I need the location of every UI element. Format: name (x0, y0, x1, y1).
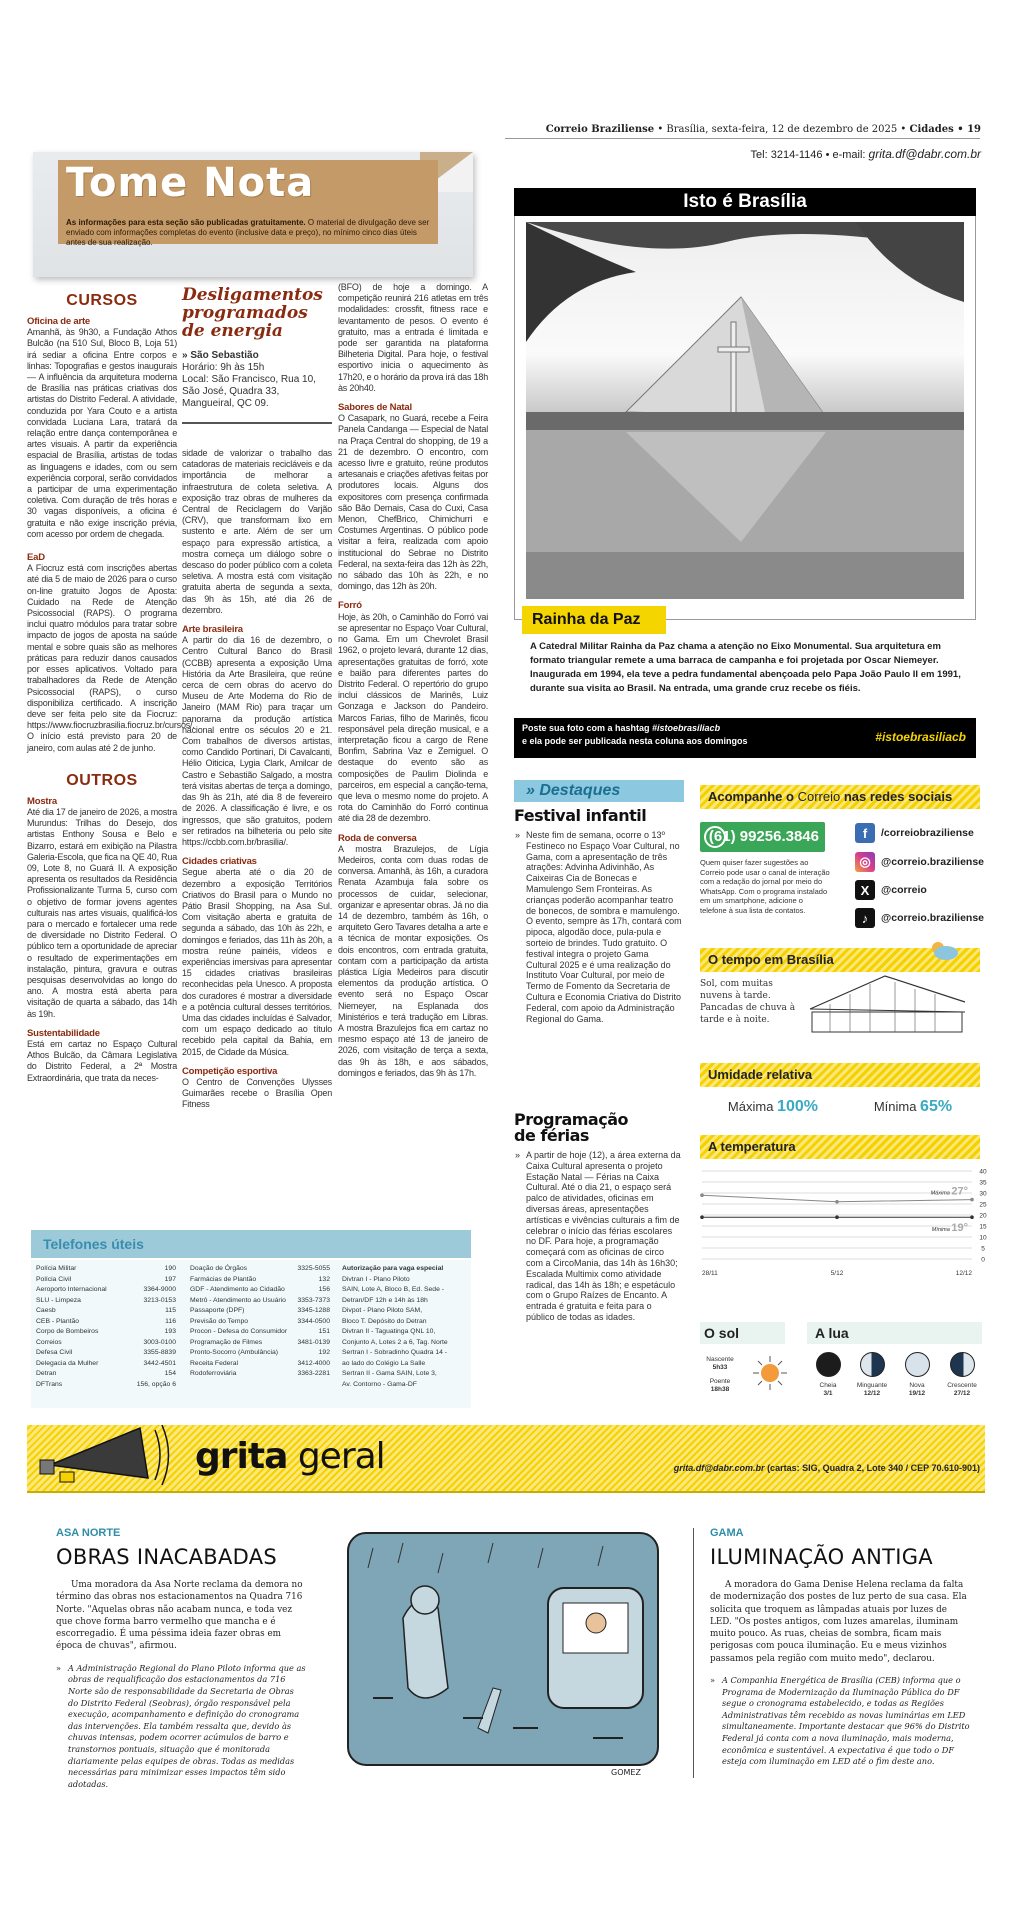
tome-nota-desc-text: O material de divulgação deve ser enviado com informações completas do evento (inclusive data e preço), no mínimo cinco dias úteis antes de sua realização. (66, 218, 430, 247)
article-subtitle: EaD (27, 552, 45, 564)
whatsapp-description: Quem quiser fazer sugestões ao Correio pode usar o canal de interação com a redação do jornal por meio do WhatsApp. Com o programa instalado em um smartphone, adicione o telefone à sua lista de contatos. (700, 858, 830, 915)
masthead (546, 124, 981, 135)
article-subtitle: Arte brasileira (182, 624, 243, 636)
phone-service: Corpo de Bombeiros (36, 1328, 99, 1335)
humidity-max-value: 100% (777, 1098, 818, 1115)
article-subtitle: Mostra (27, 795, 57, 807)
new-moon-icon (905, 1352, 930, 1377)
hashtag-instructions (522, 722, 748, 748)
article-subtitle: Cidades criativas (182, 856, 257, 868)
sunset-time: 18h38 (710, 1385, 730, 1393)
special-parking-line: ao lado do Colégio La Salle (342, 1359, 426, 1367)
phone-number: 3364-9000 (143, 1286, 176, 1293)
phone-service: Passaporte (DPF) (190, 1307, 245, 1314)
phone-row (190, 1264, 330, 1275)
whatsapp-icon (704, 826, 726, 848)
annotation-label: Máxima (930, 1190, 952, 1197)
chart-annotations (931, 1186, 968, 1235)
letter-category: GAMA (710, 1527, 744, 1539)
article-subtitle: Competição esportiva (182, 1065, 278, 1077)
article-body: A mostra Brazulejos, de Lígia Medeiros, conta com duas rodas de conversa. Amanhã, às 16h, a curadora Renata Azambuja fala sobre os processos de cuidar, selecionar, organizar e apresentar obras. Já no dia 14 de dezembro, também às 16h, o arquiteto Gero Tavares detalha a arte e a técnica de montar exposições. Os dois encontros, com entrada gratuita, contam com a participação da artista plástica Lígia Medeiros para discutir elementos da produção artística. O evento será no Espaço Oscar Niemeyer, na Esplanada dos Ministérios e terá tradução em Libras. A mostra Brazulejos fica em cartaz no mesmo espaço até 13 de janeiro de 2026, com visitação de terça a sexta, das 9h às 18h, e aos sábados, domingos e feriados, das 9h às 17h. (338, 843, 488, 1078)
destaque-text: » A partir de hoje (12), a área externa da Caixa Cultural apresenta o projeto Estação Natal — Férias na Caixa Cultural. Até o dia 21, o espaço será palco de atividades, oficinas em diversas áreas, apresentações artísticas e vivências culturais a fim de celebrar o início das férias escolares no DF. Para hoje, a programação começará com as oficinas de circo com a CircoMania, das 14h às 16h30; Escalada Multimix como atividade radical, das 14h às 18h; e espetáculo com o Grupo Raízes de Encanto. A entrada é gratuita e feita para o público de todas as idades. (514, 1150, 682, 1323)
megaphone-icon (30, 1420, 180, 1490)
special-parking-line: Divpot - Plano Piloto SAM, (342, 1307, 423, 1314)
phone-service: Detran (36, 1370, 57, 1377)
article-continuation: (BFO) de hoje a domingo. A competição reunirá 216 atletas em três modalidades: crossfit, fitness race e levantamento de pesos. O evento é gratuito, mas a entrada é limitada e pode ser garantida na plataforma Bilheteria Digital. Para hoje, o festival esportivo inicia o aquecimento às 17h20, e o horário da prova irá das 18h às 20h40. (338, 282, 488, 393)
phones-heading: Telefones úteis (31, 1230, 471, 1258)
humidity-max-label: Máxima (727, 1099, 778, 1114)
special-parking-line: Sertran II - Gama SAIN, Lote 3, (342, 1370, 437, 1377)
article-body: A partir do dia 16 de dezembro, o Centro Cultural Banco do Brasil (CCBB) apresenta a exposição Uma História da Arte Brasileira, que reúne cerca de cem obras do acervo do Museu de Arte Moderna do Rio de Janeiro (MAM Rio) para traçar um panorama da produção artística nacional entre os séculos 20 e 21. Com trabalhos de diversos artistas, como Candido Portinari, Di Cavalcanti, Hélio Oiticica, Lygia Clark, Amilcar de Castro e Sebastião Salgado, a mostra terá visitas abertas de terça a domingo, das 9h às 21h, até dia 8 de fevereiro de 2026. A classificação é livre, e os ingressos, que são gratuitos, podem ser retirados na bilheteria ou pelo site https://ccbb.com.br/brasilia/. (182, 635, 332, 847)
destaque-item (514, 808, 682, 1024)
phone-number: 3325-5055 (297, 1265, 330, 1272)
social-account-x[interactable] (855, 879, 927, 901)
moon-phase-name: Minguante (856, 1382, 888, 1389)
y-tick-label: 15 (979, 1223, 987, 1231)
social-handle: @correio.braziliense (881, 912, 985, 924)
article-item (27, 796, 177, 1020)
phone-service: Pronto-Socorro (Ambulância) (190, 1349, 279, 1356)
annotation-value: 19° (951, 1222, 968, 1235)
letter-text: Uma moradora da Asa Norte reclama da demora no término das obras nos estacionamentos na Quadra 716 Norte. "Aquelas obras não acabam nunca, e toda vez que chove forma barro vermelho que mancha e é escorregadio. É uma péssima ideia fazer obras em época de chuvas", afirmou. (56, 1580, 303, 1652)
social-account-instagram[interactable] (855, 851, 984, 873)
phone-number: 132 (318, 1275, 330, 1283)
hashtag-badge[interactable]: #istoebrasiliacb (875, 730, 966, 744)
moon-phase-date: 3/1 (823, 1389, 833, 1397)
grita-email-link[interactable]: grita.df@dabr.com.br (673, 1463, 765, 1473)
tome-nota-desc-bold: As informações para esta seção são publicadas gratuitamente. (66, 218, 306, 227)
phones-column-1 (36, 1264, 176, 1390)
y-tick-label: 0 (981, 1256, 985, 1264)
phone-number: 115 (165, 1307, 176, 1314)
special-parking-line: Detran/DF 12h e 14h às 18h (342, 1296, 428, 1304)
chart-gridlines (702, 1171, 972, 1259)
data-point (700, 1193, 704, 1197)
phone-service: Rodoferroviária (190, 1370, 237, 1377)
newspaper-name: Correio Braziliense (545, 124, 655, 135)
sunrise-time: 5h33 (712, 1363, 728, 1371)
phone-service: CEB - Plantão (36, 1317, 80, 1325)
letter-gama (710, 1527, 970, 1768)
data-point (700, 1215, 704, 1219)
phone-service: Programação de Filmes (190, 1338, 263, 1346)
tome-nota-description (66, 218, 436, 248)
contact-email-link[interactable]: grita.df@dabr.com.br (868, 147, 981, 161)
full-moon-icon (816, 1352, 841, 1377)
humidity-max (728, 1098, 818, 1116)
special-parking-line: Divtran II - Taguatinga QNL 10, (342, 1328, 436, 1335)
article-body: O Centro de Convenções Ulysses Guimarães recebe o Brasília Open Fitness (182, 1076, 332, 1110)
social-handle: @correio.braziliense (881, 856, 985, 868)
hashtag-inline: #istoebrasiliacb (652, 723, 721, 733)
x-icon: X (855, 880, 875, 900)
humidity-values (700, 1098, 980, 1116)
phone-row (36, 1306, 176, 1317)
phone-row (36, 1275, 176, 1286)
waning-moon-icon (860, 1352, 885, 1377)
phone-service: Previsão do Tempo (190, 1317, 249, 1325)
humidity-heading: Umidade relativa (700, 1063, 980, 1087)
hashtag-line-1: Poste sua foto com a hashtag (522, 723, 653, 733)
destaque-title: Festival infantil (514, 806, 647, 825)
chart-annotation (931, 1186, 968, 1198)
phone-row (190, 1338, 330, 1349)
temperature-chart (700, 1165, 990, 1280)
phone-service: Correios (36, 1338, 62, 1346)
grita-contact (674, 1463, 980, 1473)
grita-address: (cartas: SIG, Quadra 2, Lote 340 / CEP 70.610-901) (764, 1463, 980, 1473)
phone-service: Polícia Militar (36, 1265, 77, 1272)
phone-number: 151 (318, 1328, 330, 1335)
data-point (970, 1198, 974, 1202)
phones-column-2 (190, 1264, 330, 1380)
special-parking-line: Sertran I - Sobradinho Quadra 14 - (342, 1349, 448, 1356)
destaques-heading: » Destaques (514, 780, 684, 802)
phone-row (36, 1296, 176, 1307)
article-item (27, 552, 195, 754)
phone-row (36, 1327, 176, 1338)
data-point (835, 1215, 839, 1219)
phone-number: 3412-4000 (297, 1359, 330, 1367)
x-tick-label: 5/12 (830, 1270, 844, 1277)
special-parking-line: SAIN, Lote A, Bloco B, Ed. Sede - (342, 1286, 445, 1293)
article-item (27, 316, 177, 540)
phone-row (190, 1317, 330, 1328)
instagram-icon: ◎ (855, 852, 875, 872)
phone-number: 190 (164, 1265, 176, 1272)
article-body: Hoje, às 20h, o Caminhão do Forró vai se apresentar no Espaço Voar Cultural, no Gama. Em um Chevrolet Brasil 1962, o projeto levará, durante 12 dias, apresentações gratuitas de forró, xote e baião para diferentes partes do Distrito Federal. O repertório do grupo inclui clássicos de Marinês, Luiz Gonzaga e Jackson do Pandeiro. Marcos Farias, filho de Marinês, ficou responsável pela direção musical, e a interpretação ficou a cargo de Rene Bonfim, Sabrina Vaz e Zemiguel. O destaque do evento são as composições de Paulim Diolinda e parceiros, em especial a canção-tema, que leva o mesmo nome do projeto. A rota do Caminhão do Forró continua até dia 28 de dezembro. (338, 611, 488, 824)
humidity-min-value: 65% (920, 1098, 953, 1115)
annotation-value: 27° (951, 1185, 968, 1198)
phone-number: 193 (164, 1328, 176, 1335)
moon-phase-label (808, 1382, 848, 1397)
y-tick-label: 25 (979, 1201, 987, 1209)
moon-phase-name: Cheia (819, 1382, 837, 1389)
letter-title: OBRAS INACABADAS (56, 1545, 278, 1569)
phone-number: 3344-0500 (297, 1317, 330, 1325)
dateline: • Brasília, sexta-feira, 12 de dezembro de 2025 • (654, 124, 910, 135)
article-body: Até dia 17 de janeiro de 2026, a mostra Murundus: Trilhas do Desejo, dos artistas Enthony Sousa e Belo e Bizarro, estará em exibição na Pilastra Galeria-Escola, que fica na QE 40, Rua 09, Lote 8, no Guará II. A exposição apresenta os resultados da Residência Profissionalizante Turma 5, curso com o objetivo de formar jovens agentes culturais nas artes visuais, qualificá-los para o mercado e fortalecer uma rede de diversidade no Distrito Federal. O público tem a oportunidade de apreciar o resultado de experimentações em instalação, pintura, gravura e outras pesquisas desenvolvidas ao longo do ano. A mostra está aberta para visitação de quarta a sábado, das 14h às 19h. (27, 806, 177, 1019)
data-point (835, 1200, 839, 1204)
destaque-item (514, 1112, 682, 1323)
moon-phase-name: Crescente (947, 1382, 977, 1389)
social-heading-brand: Correio (797, 789, 841, 804)
phone-number: 3003-0100 (143, 1338, 176, 1346)
cathedral-illustration (526, 222, 964, 599)
phone-service: Delegacia da Mulher (36, 1359, 99, 1367)
phone-row (190, 1285, 330, 1296)
temperature-heading: A temperatura (700, 1135, 980, 1159)
article-subtitle: Oficina de arte (27, 316, 90, 327)
cathedral-photo (526, 222, 964, 599)
moon-heading: A lua (807, 1322, 982, 1344)
chart-x-ticks (702, 1270, 972, 1277)
phone-row (190, 1306, 330, 1317)
outage-region: » São Sebastião (182, 350, 259, 361)
moon-phase-name: Nova (909, 1382, 925, 1389)
building-illustration (800, 974, 975, 1034)
phones-column-3 (342, 1264, 472, 1390)
phone-row (36, 1264, 176, 1275)
phone-number: 154 (164, 1370, 176, 1377)
special-parking-heading: Autorização para vaga especial (342, 1265, 444, 1272)
sunrise-label: Nascente (706, 1356, 734, 1363)
section-page: Cidades • 19 (909, 124, 981, 135)
column-eventos (338, 282, 488, 1079)
grita-title-light: geral (287, 1436, 385, 1477)
phone-number: 3345-1288 (297, 1307, 330, 1314)
article-body: Está em cartaz no Espaço Cultural Athos Bulcão, da Câmara Legislativa do Distrito Federal, a 2ª Mostra Extraordinária, que trata da neces- (27, 1038, 177, 1083)
phone-number: 116 (165, 1317, 176, 1325)
masthead-divider (505, 138, 980, 139)
moon-phase-label (852, 1382, 892, 1397)
article-item (182, 1066, 332, 1111)
weather-heading: O tempo em Brasília (700, 948, 980, 972)
phone-service: Defesa Civil (36, 1349, 73, 1356)
article-item (182, 856, 332, 1058)
column-divider (693, 1528, 694, 1778)
outage-info (182, 350, 332, 424)
phone-number: 3442-4501 (143, 1359, 176, 1367)
phone-service: Polícia Civil (36, 1275, 72, 1283)
phone-row (190, 1275, 330, 1286)
article-item (27, 1028, 177, 1084)
phone-row (36, 1285, 176, 1296)
letter-asa-norte (56, 1527, 306, 1790)
phone-row (36, 1348, 176, 1359)
article-body: A Fiocruz está com inscrições abertas até dia 5 de maio de 2026 para o curso on-line gratuito Jogos de Aposta: Cuidado na Rede de Atenção Psicossocial (RAPS). O programa inclui quatro módulos para tratar sobre impacto de jogos de aposta na saúde mental e sobre quais são as melhores práticas para reduzir danos causados por esses aplicativos. Voltado para trabalhadores da Rede de Atenção Psicossocial (RAPS), o curso disponibiliza certificado. A inscrição deve ser feita pelo site da Fiocruz: https://www.fiocruzbrasilia.fiocruz.br/cursos/. O início está previsto para 20 de janeiro, com aulas até 2 de junho. (27, 563, 195, 753)
special-parking-line: Divtran I - Plano Piloto (342, 1275, 410, 1283)
moon-phase-date: 19/12 (908, 1389, 926, 1397)
humidity-min-label: Mínima (873, 1099, 921, 1114)
cartoon-illustration (343, 1528, 663, 1780)
phone-row (36, 1380, 176, 1391)
y-tick-label: 30 (979, 1190, 987, 1198)
phone-service: Procon - Defesa do Consumidor (190, 1328, 288, 1335)
letter-category: ASA NORTE (56, 1527, 121, 1539)
phone-number: 3363-2281 (297, 1370, 330, 1377)
phone-number: 156 (318, 1286, 330, 1293)
social-handle: /correiobraziliense (881, 827, 974, 839)
phone-row (36, 1317, 176, 1328)
article-subtitle: Roda de conversa (338, 832, 417, 844)
phone-number: 192 (318, 1349, 330, 1356)
moon-phase-label (942, 1382, 982, 1397)
phone-row (36, 1359, 176, 1370)
article-item (338, 402, 488, 592)
section-heading-outros: OUTROS (66, 771, 138, 789)
x-tick-label: 12/12 (955, 1270, 972, 1277)
whatsapp-number[interactable]: (61) 99256.3846 (700, 822, 825, 852)
phone-number: 156, opção 6 (136, 1380, 176, 1388)
outage-hours: Horário: 9h às 15h (182, 362, 265, 373)
article-item (338, 833, 488, 1079)
article-body: Amanhã, às 9h30, a Fundação Athos Bulcão (na 510 Sul, Bloco B, Loja 51) irá sediar a oficina Entre corpos e linhas: Topografias e gestos inaugurais — A influência da arquitetura moderna de Brasília nas práticas criativas dos artistas do Distrito Federal. A atividade, conduzida por Yara Couto e a artista convidada Luciana Lara, tratará da relação entre dança contemporânea e artes visuais. A partir da experiência espacial de Brasília, artistas de todas as linguagens e idades, com ou sem experiência corporal, serão convidados a participar de uma experimentação coletiva. Com duração de três horas e 30 vagas disponíveis, a oficina é gratuita e não exige inscrição prévia, com acesso por ordem de chegada. (27, 327, 177, 539)
grita-geral-title (195, 1436, 385, 1477)
article-item (182, 624, 332, 848)
phone-service: Aeroporto Internacional (36, 1286, 107, 1293)
facebook-icon: f (855, 823, 875, 843)
section-heading-cursos: CURSOS (66, 292, 138, 309)
article-body: O Casapark, no Guará, recebe a Feira Panela Candanga — Especial de Natal na Praça Central do shopping, de 19 a 21 de dezembro. O encontro, com acesso livre e gratuito, reúne produtos artesanais e criações afetivas feitas por produtores locais. Alguns dos expositores com presença confirmada são Bão Demais, Casa do Cuxi, Casa Menon, ChefBrico, Chimichurri e Costumes Argentinas. O público pode visitar a feira, realizada com apoio institucional do Sebrae no Distrito Federal, na sexta-feira das 12h às 22h, no sábado das 10h às 22h, e no domingo, das 12h às 20h. (338, 413, 488, 592)
phone-service: Doação de Órgãos (190, 1265, 248, 1272)
sunset-label: Poente (709, 1378, 731, 1385)
grita-title-bold: grita (195, 1436, 288, 1477)
phone-row (36, 1338, 176, 1349)
sunrise (700, 1356, 740, 1371)
hashtag-line-2: e ela pode ser publicada nesta coluna aos domingos (522, 736, 748, 746)
letter-text: A moradora do Gama Denise Helena reclama da falta de modernização dos postes de luz perto de sua casa. Ela solicita que troquem as lâmpadas atuais por luzes de LED. "Os postes antigos, com luzes amarelas, iluminam muito pouco. As ruas, cheias de sombra, ficam mais perigosas com pouca iluminação. Eu e meus vizinhos passamos pela região com muito medo", declarou. (710, 1580, 967, 1664)
social-heading-pre: Acompanhe o (708, 789, 798, 804)
phone-service: Farmácias de Plantão (190, 1275, 257, 1283)
cartoon-signature: GOMEZ (611, 1768, 641, 1777)
phone-row (36, 1369, 176, 1380)
moon-phase-label (897, 1382, 937, 1397)
x-tick-label: 28/11 (702, 1270, 718, 1277)
tome-nota-title: Tome Nota (66, 160, 315, 206)
article-subtitle: Forró (338, 600, 362, 612)
y-tick-label: 10 (979, 1234, 987, 1242)
special-parking-line: Av. Contorno - Gama-DF (342, 1380, 417, 1388)
article-body: Segue aberta até o dia 20 de dezembro a exposição Territórios Criativos do Brasil para o Mundo no Pátio Brasil Shopping, na Asa Sul. Com visitação aberta e gratuita de segunda a sábado, das 10h às 22h, e domingos e feriados, das 11h às 20h, a mostra reúne painéis, vídeos e experiências imersivas para apresentar 15 cidades criativas brasileiras reconhecidas pela Unesco. A proposta dos curadores é mostrar a diversidade e a potência cultural desses territórios. Uma das cidades incluídas é Salvador, com um espaço dedicado ao título recebido pela capital da Bahia, em 2015, de Cidade da Música. (182, 867, 332, 1057)
social-heading-post: nas redes sociais (840, 789, 953, 804)
weather-forecast-text: Sol, com muitas nuvens à tarde. Pancadas de chuva à tarde e à noite. (700, 979, 796, 1025)
phone-row (190, 1348, 330, 1359)
contact-line (751, 147, 981, 161)
phone-number: 3355-8839 (143, 1349, 176, 1356)
social-account-tiktok[interactable] (855, 907, 984, 929)
letter-response: » A Administração Regional do Plano Piloto informa que as obras de requalificação dos estacionamentos da 716 Norte são de responsabilidade da Secretaria de Obras do Distrito Federal (Seobras), órgão responsável pela execução, acompanhamento e definição do cronograma das intervenções. Ela também ressalta que, devido às chuvas intensas, podem ocorrer acúmulos de barro e transtornos pontuais, situação que é monitorada diariamente pelas equipes de obras. Todas as medidas necessárias para minimizar esses impactos têm sido adotadas. (56, 1663, 306, 1791)
annotation-label: Mínima (931, 1227, 952, 1234)
phone-number: 3481-0139 (297, 1338, 330, 1346)
y-tick-label: 40 (979, 1168, 987, 1176)
letter-response: » A Companhia Energética de Brasília (CEB) informa que o Programa de Modernização da Iluminação Pública do DF segue o cronograma estabelecido, e todas as Regiões Administrativas têm recebido as novas luminárias em LED simultaneamente. Importante destacar que 96% do Distrito Federal já conta com a nova iluminação, mais moderna, econômica e sustentável. A expectativa é que todo o DF esteja com iluminação em LED até o fim deste ano. (710, 1675, 970, 1768)
chart-y-ticks (979, 1169, 987, 1264)
photo-caption-title: Rainha da Paz (522, 606, 666, 634)
article-subtitle: Sabores de Natal (338, 402, 412, 414)
phone-number: 197 (164, 1275, 176, 1283)
sunset (700, 1378, 740, 1393)
phone-service: Caesb (36, 1307, 56, 1314)
column-desligamentos (182, 282, 332, 1111)
tiktok-icon: ♪ (855, 908, 875, 928)
y-tick-label: 5 (981, 1245, 985, 1253)
phone-service: SLU - Limpeza (36, 1296, 81, 1304)
article-continuation: sidade de valorizar o trabalho das catadoras de materiais recicláveis e da importância de melhorar a infraestrutura de coleta seletiva. A exposição traz obras de mulheres da Central de Reciclagem do Varjão (CRV), que transformam lixo em sustento e arte. Além de ser um espaço para expressão artística, a mostra começa um diálogo sobre o descaso do poder público com a coleta seletiva. A mostra está com visitação gratuita aberta de segunda a sexta, das 9h às 15h, até dia 26 de dezembro. (182, 448, 332, 615)
sun-icon (752, 1355, 788, 1391)
partly-cloudy-icon (926, 940, 960, 962)
phone-row (190, 1369, 330, 1380)
phone-row (190, 1359, 330, 1370)
social-account-facebook[interactable] (855, 822, 974, 844)
article-subtitle: Sustentabilidade (27, 1027, 100, 1039)
phone-service: GDF - Atendimento ao Cidadão (190, 1286, 285, 1293)
phone-row (190, 1296, 330, 1307)
destaque-text: » Neste fim de semana, ocorre o 13º Festineco no Espaço Voar Cultural, no Gama, com a apresentação de três atrações: Advinha Adivinhão, As Caixeiras Cia de Bonecas e Mamulengo Sem Fronteiras. As crianças poderão acompanhar teatro de bonecos, de sombra e mamulengo. O evento, sempre às 17h, contará com pipoca, algodão doce, pula-pula e sorteio de brindes. Tudo gratuito. O festival integra o projeto Gama Cultural 2025 e é uma realização do Instituto Voar Cultural, por meio de Termo de Fomento da Secretaria de Cultura e Economia Criativa do Distrito Federal, com apoio da Administração Regional do Gama. (514, 830, 682, 1024)
humidity-min (874, 1098, 952, 1116)
moon-phase-date: 12/12 (863, 1389, 881, 1397)
phone-service: Receita Federal (190, 1359, 238, 1367)
phone-service: DFTrans (36, 1380, 63, 1388)
isto-e-brasilia-heading: Isto é Brasília (514, 188, 976, 216)
sun-heading: O sol (700, 1322, 785, 1344)
special-parking-line: Conjunto A, Lotes 2 a 6, Tag. Norte (342, 1338, 448, 1346)
outage-location: Local: São Francisco, Rua 10, São José, Quadra 33, Mangueiral, QC 09. (182, 374, 316, 409)
letter-title: ILUMINAÇÃO ANTIGA (710, 1545, 933, 1569)
special-parking-line: Bloco T. Depósito do Detran (342, 1317, 427, 1325)
phone-number: 3353-7373 (297, 1296, 330, 1304)
y-tick-label: 35 (979, 1179, 987, 1187)
destaque-title: Programação de férias (514, 1110, 628, 1145)
phone-service: Metrô - Atendimento ao Usuário (190, 1296, 286, 1304)
chart-annotation (932, 1222, 968, 1234)
outage-title: Desligamentos programados de energia (182, 285, 323, 341)
column-cursos (27, 282, 195, 1084)
data-point (970, 1215, 974, 1219)
social-heading (700, 785, 980, 809)
social-handle: @correio (881, 884, 927, 896)
phone-row (190, 1327, 330, 1338)
article-item (338, 600, 488, 824)
moon-phase-date: 27/12 (953, 1389, 971, 1397)
y-tick-label: 20 (979, 1212, 987, 1220)
photo-caption-text: A Catedral Militar Rainha da Paz chama a atenção no Eixo Monumental. Sua arquitetura em formato triangular remete a uma barraca de campanha e foi projetada por Oscar Niemeyer. Inaugurada em 1994, ela teve a pedra fundamental abençoada pelo Papa João Paulo II em 1991, durante sua visita ao Brasil. Na entrada, uma grande cruz recebe os fiéis. (530, 641, 961, 694)
waxing-moon-icon (950, 1352, 975, 1377)
contact-tel: Tel: 3214-1146 • e-mail: (750, 149, 869, 161)
phone-number: 3213-0153 (143, 1296, 176, 1304)
